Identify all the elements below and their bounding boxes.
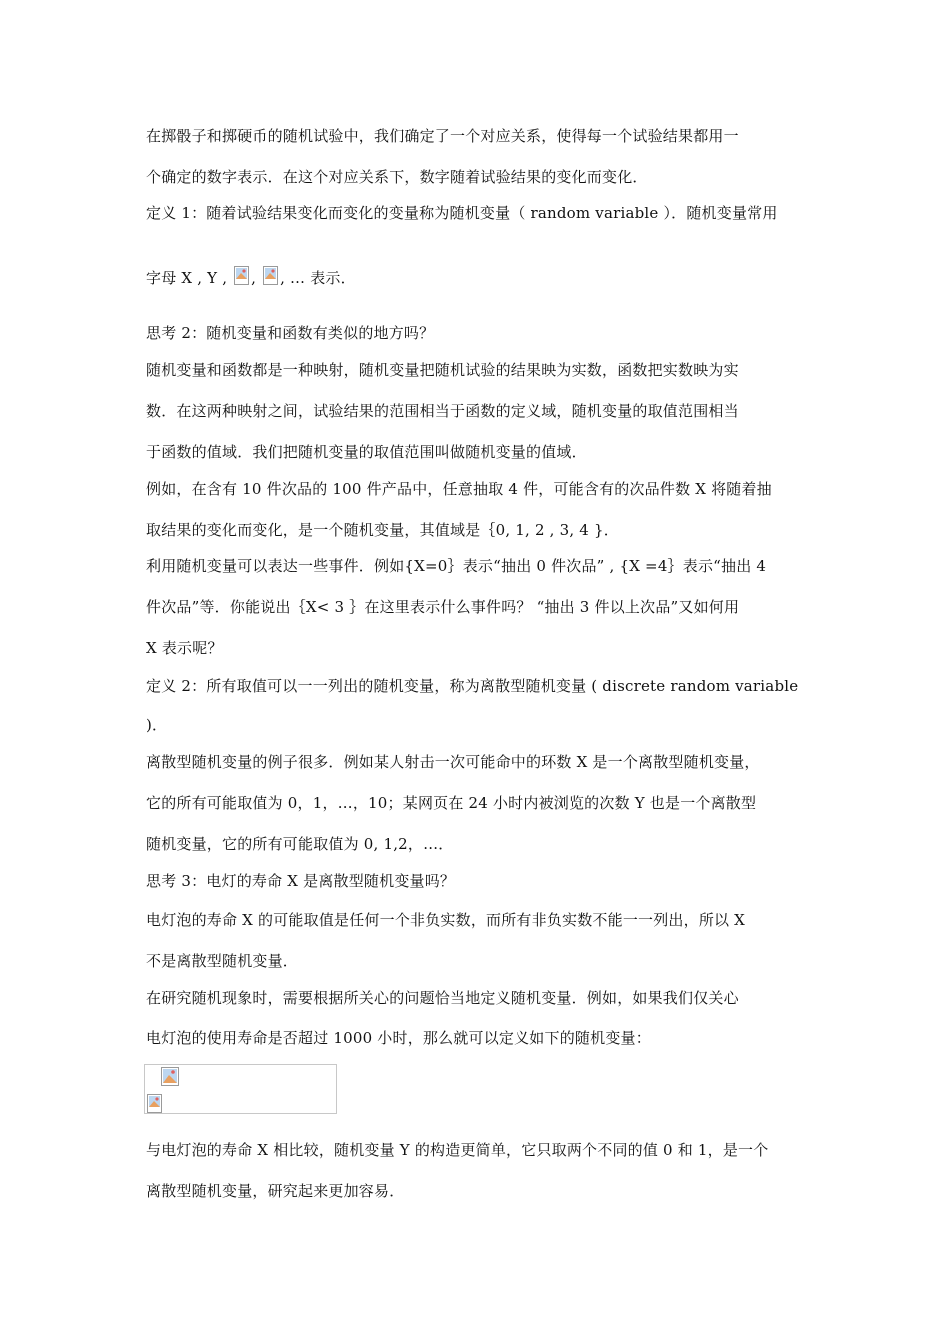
paragraph-line: 定义 2：所有取值可以一一列出的随机变量，称为离散型随机变量 ( discrete random variable (146, 677, 799, 695)
paragraph-line: 个确定的数字表示．在这个对应关系下，数字随着试验结果的变化而变化． (146, 168, 648, 186)
paragraph-line: 离散型随机变量，研究起来更加容易． (146, 1182, 405, 1200)
paragraph-line: 例如，在含有 10 件次品的 100 件产品中，任意抽取 4 件，可能含有的次品件数 X 将随着抽 (146, 480, 772, 498)
paragraph-line: )． (146, 716, 168, 734)
paragraph-line: 取结果的变化而变化，是一个随机变量，其值域是｛0, 1, 2 , 3, 4 }． (146, 521, 619, 539)
paragraph-line: 件次品”等．你能说出｛X< 3 ｝在这里表示什么事件吗？ “抽出 3 件以上次品”又如何用 (146, 598, 740, 616)
paragraph-line: 在研究随机现象时，需要根据所关心的问题恰当地定义随机变量．例如，如果我们仅关心 (146, 989, 739, 1007)
broken-image-icon (147, 1094, 162, 1113)
paragraph-line: X 表示呢？ (146, 639, 223, 657)
paragraph-line: 离散型随机变量的例子很多．例如某人射击一次可能命中的环数 X 是一个离散型随机变量， (146, 753, 760, 771)
paragraph-line: 与电灯泡的寿命 X 相比较，随机变量 Y 的构造更简单，它只取两个不同的值 0 和 1，是一个 (146, 1141, 769, 1159)
paragraph-line: 电灯泡的寿命 X 的可能取值是任何一个非负实数，而所有非负实数不能一一列出，所以 X (146, 911, 746, 929)
paragraph-line: 它的所有可能取值为 0，1，…，10；某网页在 24 小时内被浏览的次数 Y 也是一个离散型 (146, 794, 757, 812)
comma-separator: , (251, 269, 257, 287)
broken-image-icon (161, 1067, 176, 1086)
paragraph-line: 随机变量，它的所有可能取值为 0, 1,2，…． (146, 835, 454, 853)
paragraph-line: 思考 3：电灯的寿命 X 是离散型随机变量吗？ (146, 872, 456, 890)
paragraph-line: 随机变量和函数都是一种映射，随机变量把随机试验的结果映为实数，函数把实数映为实 (146, 361, 739, 379)
paragraph-line: 电灯泡的使用寿命是否超过 1000 小时，那么就可以定义如下的随机变量： (146, 1029, 651, 1047)
paragraph-line: 不是离散型随机变量． (146, 952, 299, 970)
paragraph-line: 于函数的值域．我们把随机变量的取值范围叫做随机变量的值域． (146, 443, 587, 461)
formula-image-box (144, 1064, 337, 1114)
broken-image-icon (234, 266, 249, 285)
paragraph-line: 在掷骰子和掷硬币的随机试验中，我们确定了一个对应关系，使得每一个试验结果都用一 (146, 127, 739, 145)
broken-image-icon (263, 266, 278, 285)
letters-text-part1: 字母 X , Y , (146, 269, 228, 287)
paragraph-line: 思考 2：随机变量和函数有类似的地方吗？ (146, 324, 435, 342)
paragraph-line: 数．在这两种映射之间，试验结果的范围相当于函数的定义域，随机变量的取值范围相当 (146, 402, 739, 420)
letters-text-part2: , … 表示． (280, 269, 356, 287)
paragraph-line-with-images (146, 266, 356, 289)
paragraph-line: 利用随机变量可以表达一些事件．例如{X=0｝表示“抽出 0 件次品” , {X =4｝表示“抽出 4 (146, 557, 767, 575)
paragraph-line: 定义 1：随着试验结果变化而变化的变量称为随机变量（ random variable ）．随机变量常用 (146, 204, 778, 222)
